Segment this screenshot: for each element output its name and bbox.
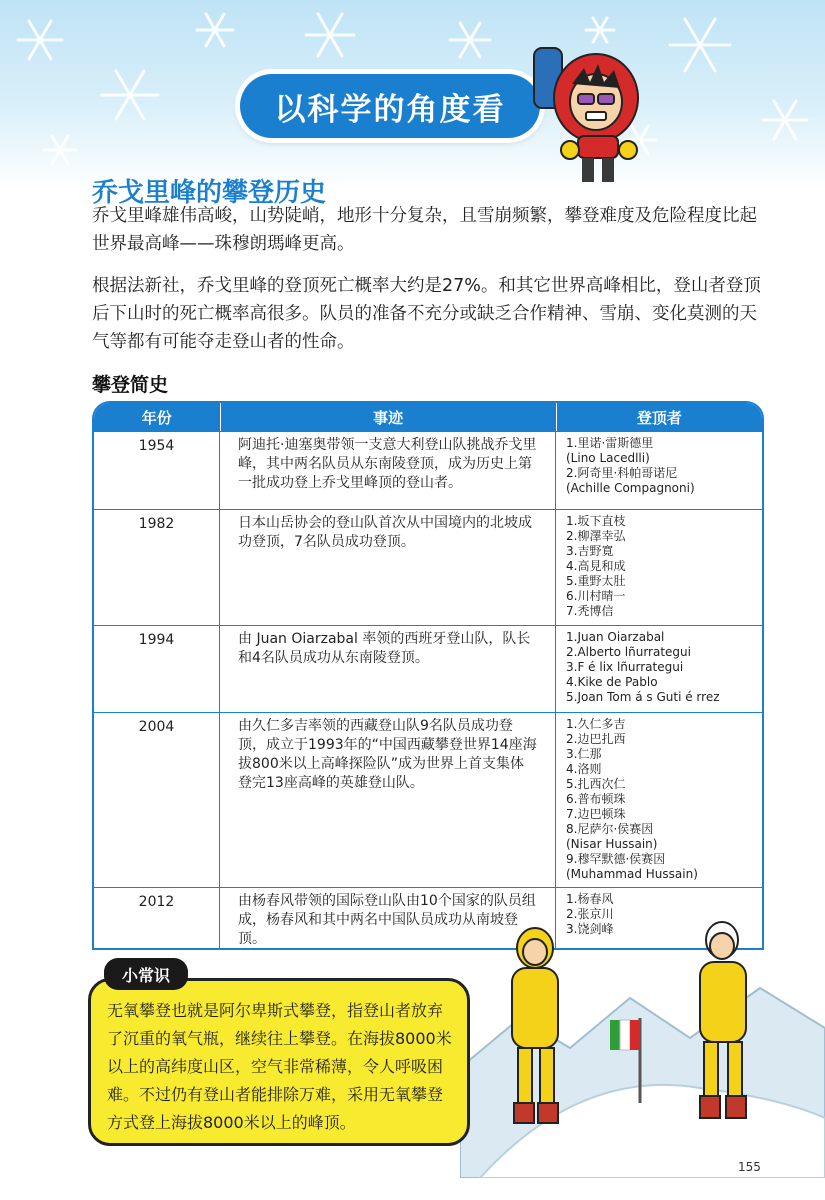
section-title: 乔戈里峰的攀登历史 xyxy=(92,178,327,208)
climber-entry: 1.Juan Oiarzabal xyxy=(566,630,665,644)
climber-entry: 1.里诺·雷斯德里 xyxy=(566,436,654,450)
climber-entry: 3.吉野寬 xyxy=(566,544,614,558)
row-event: 由 Juan Oiarzabal 率领的西班牙登山队，队长和4名队员成功从东南陵登顶。 xyxy=(220,626,556,712)
climber-entry: 1.久仁多吉 xyxy=(566,717,626,731)
climber-entry: 4.洛则 xyxy=(566,762,602,776)
climber-entry: 6.普布顿珠 xyxy=(566,792,626,806)
climber-entry: 3.F é lix lñurrategui xyxy=(566,660,684,674)
climber-entry: 2.柳澤幸弘 xyxy=(566,529,626,543)
row-climbers xyxy=(556,713,762,887)
tip-box xyxy=(88,978,470,1146)
header-year: 年份 xyxy=(94,403,221,431)
row-year: 1982 xyxy=(94,510,220,625)
climber-entry: 5.扎西次仁 xyxy=(566,777,626,791)
table-header xyxy=(94,403,762,431)
climber-entry: 6.川村晴一 xyxy=(566,589,626,603)
row-year: 1994 xyxy=(94,626,220,712)
climber-entry: 2.边巴扎西 xyxy=(566,732,626,746)
history-title: 攀登简史 xyxy=(92,374,169,396)
tip-label: 小常识 xyxy=(104,958,188,990)
climbers-illustration xyxy=(460,918,825,1178)
climbing-history-table xyxy=(92,401,764,950)
row-climbers xyxy=(556,432,762,509)
row-climbers xyxy=(556,626,762,712)
climber-entry: 4.Kike de Pablo xyxy=(566,675,658,689)
section-banner xyxy=(240,74,540,138)
table-row xyxy=(94,712,762,887)
page-number: 155 xyxy=(738,1160,761,1174)
climber-entry: 7.秃博信 xyxy=(566,604,614,618)
climber-entry: 2.阿奇里·科帕哥诺尼 xyxy=(566,466,678,480)
climber-entry: 3.饶剑峰 xyxy=(566,922,614,936)
climber-entry: 5.重野太肚 xyxy=(566,574,626,588)
row-event: 由久仁多吉率领的西藏登山队9名队员成功登顶，成立于1993年的“中国西藏攀登世界14座海拔800米以上高峰探险队”成为世界上首支集体登完13座高峰的英雄登山队。 xyxy=(220,713,556,887)
header-climbers: 登顶者 xyxy=(636,408,682,427)
climber-entry: 1.杨春风 xyxy=(566,892,614,906)
climber-entry: 9.穆罕默德·侯赛因 xyxy=(566,852,666,866)
death-rate-paragraph: 根据法新社，乔戈里峰的登顶死亡概率大约是27%。和其它世界高峰相比，登山者登顶后下山时的死亡概率高很多。队员的准备不充分或缺乏合作精神、雪崩、变化莫测的天气等都有可能夺走登山者的性命。 xyxy=(92,276,761,352)
table-row xyxy=(94,509,762,625)
climber-entry: 8.尼萨尔·侯赛因 xyxy=(566,822,654,836)
banner-title: 以科学的角度看 xyxy=(274,91,506,128)
tip-text: 无氧攀登也就是阿尔卑斯式攀登，指登山者放弃了沉重的氧气瓶，继续往上攀登。在海拔8000米以上的高纬度山区，空气非常稀薄，令人呼吸困难。不过仍有登山者能排除万难，采用无氧攀登方式登上海拔8000米以上的峰顶。 xyxy=(107,1001,452,1132)
row-year: 2004 xyxy=(94,713,220,887)
climber-entry: 1.坂下直枝 xyxy=(566,514,626,528)
climber-entry: 2.Alberto lñurrategui xyxy=(566,645,691,659)
climber-entry: 4.高見和成 xyxy=(566,559,626,573)
mascot-illustration xyxy=(528,38,658,188)
row-event: 由杨春风带领的国际登山队由10个国家的队员组成，杨春风和其中两名中国队员成功从南坡登顶。 xyxy=(220,888,556,950)
row-event: 日本山岳协会的登山队首次从中国境内的北坡成功登顶，7名队员成功登顶。 xyxy=(220,510,556,625)
climber-entry: (Nisar Hussain) xyxy=(566,837,658,851)
climber-entry: (Achille Compagnoni) xyxy=(566,481,695,495)
header-event: 事迹 xyxy=(221,403,557,431)
climber-entry: 5.Joan Tom á s Guti é rrez xyxy=(566,690,720,704)
row-event: 阿迪托·迪塞奥带领一支意大利登山队挑战乔戈里峰，其中两名队员从东南陵登顶，成为历史上第一批成功登上乔戈里峰顶的登山者。 xyxy=(220,432,556,509)
intro-paragraph: 乔戈里峰雄伟高峻，山势陡峭，地形十分复杂，且雪崩频繁，攀登难度及危险程度比起世界最高峰——珠穆朗瑪峰更高。 xyxy=(92,206,757,254)
table-row xyxy=(94,625,762,712)
climber-entry: 2.张京川 xyxy=(566,907,614,921)
climber-entry: (Muhammad Hussain) xyxy=(566,867,698,881)
row-climbers xyxy=(556,510,762,625)
table-row xyxy=(94,431,762,509)
row-year: 2012 xyxy=(94,888,220,950)
row-year: 1954 xyxy=(94,432,220,509)
climber-entry: 3.仁那 xyxy=(566,747,602,761)
climber-entry: (Lino Lacedlli) xyxy=(566,451,650,465)
climber-entry: 7.边巴顿珠 xyxy=(566,807,626,821)
